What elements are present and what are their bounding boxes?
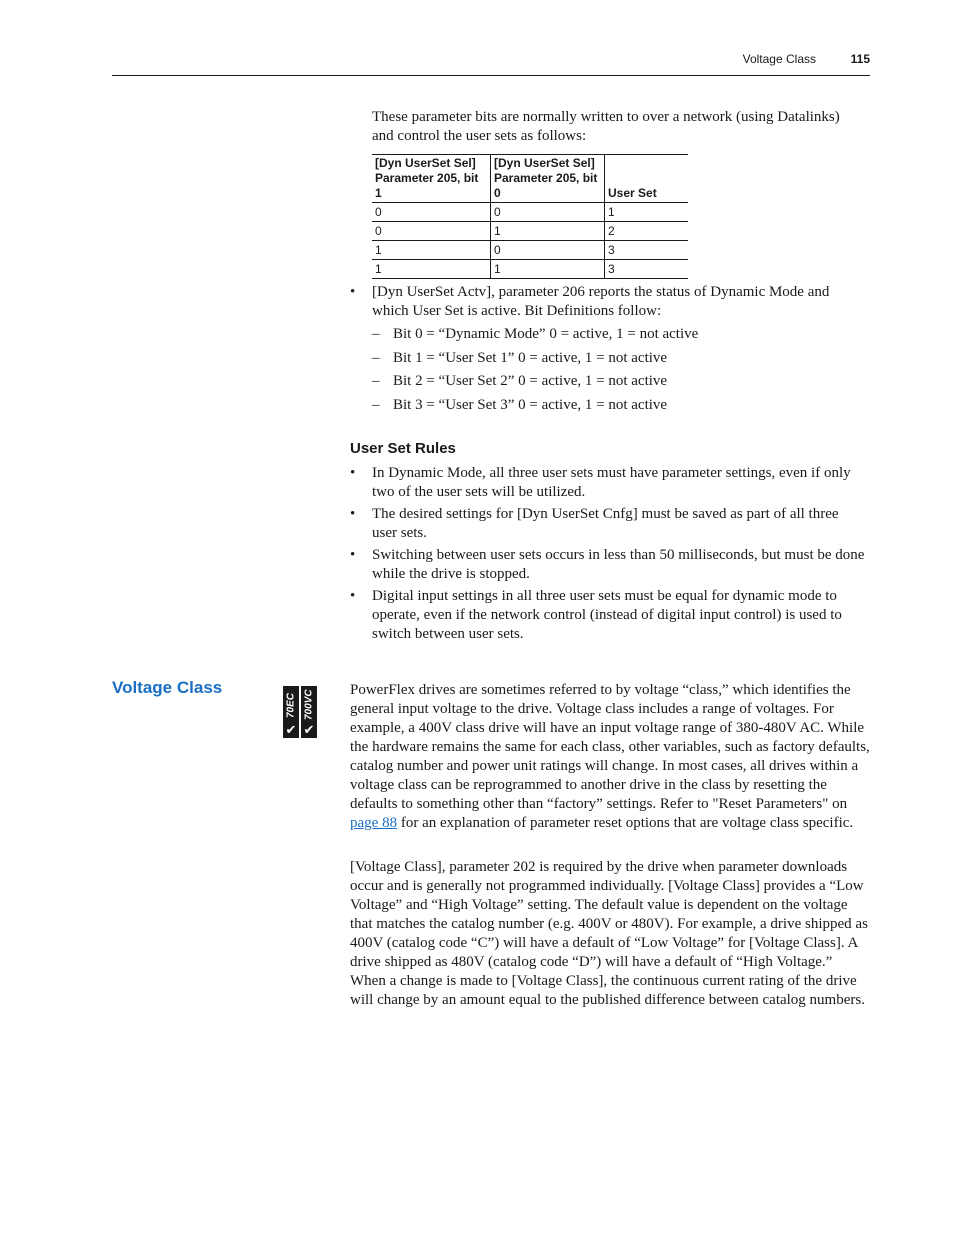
table-header-cell: [Dyn UserSet Sel] Parameter 205, bit 0 (491, 155, 605, 203)
voltage-class-heading: Voltage Class (112, 678, 223, 697)
dash-icon: – (372, 396, 380, 413)
drive-applicability-badge (283, 686, 317, 738)
list-item: • The desired settings for [Dyn UserSet Cnfg] must be saved as part of all three user sets. (350, 506, 839, 541)
table-cell: 3 (605, 260, 689, 279)
table-cell: 1 (491, 260, 605, 279)
voltage-class-paragraph-1: PowerFlex drives are sometimes referred to by voltage “class,” which identifies the general input voltage to the drive. Voltage class includes a range of voltages. For example, a 400V class drive will have an input voltage range of 380-480V AC. While the hardware remains the same for each class, other variables, such as factory defaults, catalog number and power unit ratings will change. In most cases, all drives within a voltage class can be reprogrammed to another drive in the class by resetting the defaults to something other than “factory” settings. Refer to "Reset Parameters" on page 88 for an explanation of parameter reset options that are voltage class specific. (350, 682, 870, 831)
rules-list (350, 464, 865, 644)
user-set-table (372, 154, 688, 279)
dash-icon: – (372, 349, 380, 366)
table-header-cell: [Dyn UserSet Sel] Parameter 205, bit 1 (372, 155, 491, 203)
bullet-icon: • (350, 588, 356, 604)
bit-definition-list (372, 325, 862, 419)
header-section-title: Voltage Class (742, 52, 816, 66)
list-item: – Bit 0 = “Dynamic Mode” 0 = active, 1 = not active (372, 326, 699, 342)
list-item: – Bit 2 = “User Set 2” 0 = active, 1 = not active (372, 373, 668, 389)
bullet-icon: • (350, 465, 356, 481)
table-cell: 1 (605, 203, 689, 222)
actv-bullet-list (350, 283, 865, 321)
table-row (372, 222, 688, 241)
running-header (0, 52, 870, 68)
list-item: – Bit 3 = “User Set 3” 0 = active, 1 = not active (372, 396, 668, 413)
list-item: • [Dyn UserSet Actv], parameter 206 reports the status of Dynamic Mode and which User Set is active. Bit Definitions follow: (350, 284, 830, 319)
table-row (372, 241, 688, 260)
page-88-link[interactable]: page 88 (350, 815, 398, 831)
list-item: – Bit 1 = “User Set 1” 0 = active, 1 = not active (372, 349, 668, 366)
voltage-class-paragraph-2: [Voltage Class], parameter 202 is required by the drive when parameter downloads occur and is generally not programmed individually. [Voltage Class] provides a “Low Voltage” and “High Voltage” setting. The default value is dependent on the voltage that matches the catalog number (e.g. 400V or 480V). For example, a drive shipped as 400V (catalog code “C”) will have a default of “Low Voltage” for [Voltage Class]. A drive shipped as 480V (catalog code “D”) will have a default of “High Voltage.” When a change is made to [Voltage Class], the continuous current rating of the drive will change by an amount equal to the published difference between catalog numbers. (350, 859, 868, 1008)
table-header-cell: User Set (605, 155, 689, 203)
table-cell: 0 (491, 203, 605, 222)
dash-icon: – (372, 326, 380, 342)
table-header-row (372, 155, 688, 203)
table-cell: 1 (372, 260, 491, 279)
user-set-rules-heading: User Set Rules (350, 440, 456, 457)
badge-70ec: 70EC ✔ (283, 686, 299, 738)
list-item: • In Dynamic Mode, all three user sets must have parameter settings, even if only two of the user sets will be utilized. (350, 465, 851, 500)
badge-700vc: 700VC ✔ (301, 686, 317, 738)
check-icon: ✔ (303, 723, 315, 738)
table-cell: 1 (372, 241, 491, 260)
table-cell: 0 (372, 222, 491, 241)
table-cell: 2 (605, 222, 689, 241)
header-rule (112, 75, 870, 76)
table-cell: 0 (491, 241, 605, 260)
table-row (372, 203, 688, 222)
list-item: • Digital input settings in all three user sets must be equal for dynamic mode to operate, even if the network control (instead of digital input control) is used to switch between user sets. (350, 588, 842, 642)
table-cell: 0 (372, 203, 491, 222)
intro-paragraph: These parameter bits are normally written to over a network (using Datalinks) and control the user sets as follows: (372, 109, 840, 144)
list-item: • Switching between user sets occurs in less than 50 milliseconds, but must be done while the drive is stopped. (350, 547, 865, 582)
bullet-icon: • (350, 547, 356, 563)
dash-icon: – (372, 373, 380, 389)
bullet-icon: • (350, 284, 356, 300)
page-number: 115 (850, 52, 870, 66)
bullet-icon: • (350, 506, 356, 522)
table-cell: 1 (491, 222, 605, 241)
table-cell: 3 (605, 241, 689, 260)
check-icon: ✔ (285, 723, 297, 738)
table-row (372, 260, 688, 279)
